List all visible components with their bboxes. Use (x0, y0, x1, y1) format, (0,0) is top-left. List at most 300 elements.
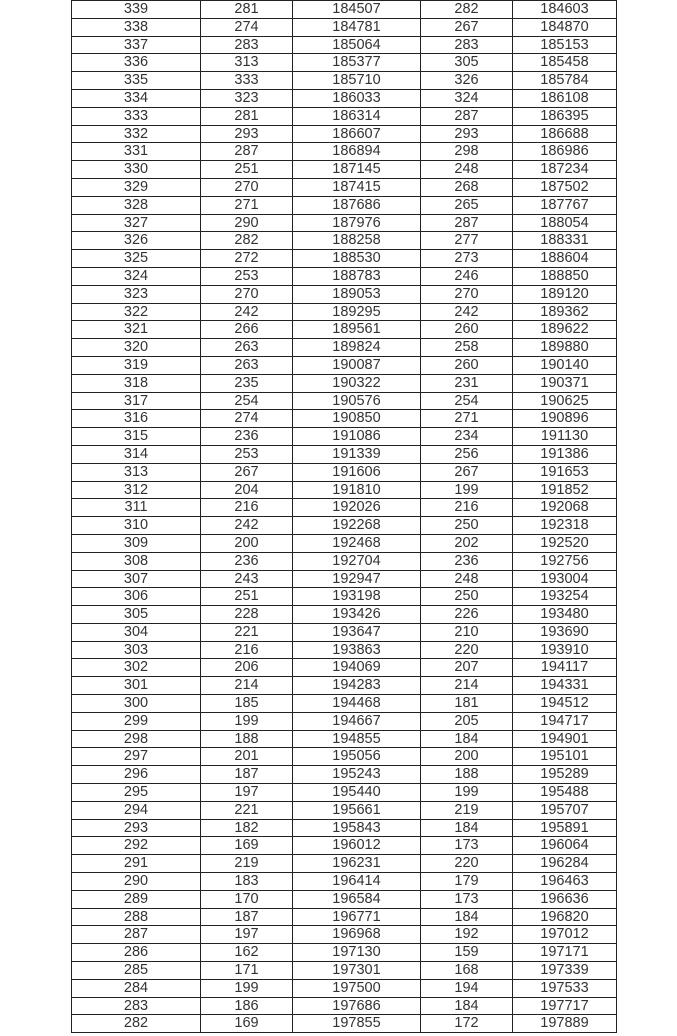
count-a-cell: 253 (201, 445, 293, 463)
count-a-cell: 323 (201, 89, 293, 107)
cumulative-b-cell: 197889 (513, 1015, 617, 1033)
cumulative-a-cell: 197686 (293, 997, 421, 1015)
cumulative-a-cell: 188530 (293, 250, 421, 268)
count-b-cell: 199 (421, 481, 513, 499)
count-a-cell: 281 (201, 107, 293, 125)
score-cell: 288 (72, 908, 201, 926)
cumulative-a-cell: 191086 (293, 428, 421, 446)
score-cell: 287 (72, 926, 201, 944)
score-table (71, 0, 617, 1033)
count-b-cell: 298 (421, 143, 513, 161)
score-cell: 330 (72, 161, 201, 179)
count-a-cell: 266 (201, 321, 293, 339)
count-b-cell: 159 (421, 944, 513, 962)
table-row (72, 89, 617, 107)
cumulative-b-cell: 194717 (513, 712, 617, 730)
cumulative-a-cell: 189053 (293, 285, 421, 303)
cumulative-b-cell: 195101 (513, 748, 617, 766)
score-cell: 290 (72, 873, 201, 891)
count-b-cell: 192 (421, 926, 513, 944)
count-a-cell: 242 (201, 303, 293, 321)
count-a-cell: 282 (201, 232, 293, 250)
table-row (72, 356, 617, 374)
score-cell: 286 (72, 944, 201, 962)
count-b-cell: 234 (421, 428, 513, 446)
cumulative-b-cell: 197533 (513, 979, 617, 997)
score-cell: 329 (72, 178, 201, 196)
cumulative-a-cell: 190087 (293, 356, 421, 374)
cumulative-b-cell: 187234 (513, 161, 617, 179)
count-a-cell: 187 (201, 766, 293, 784)
cumulative-a-cell: 192704 (293, 552, 421, 570)
cumulative-a-cell: 186314 (293, 107, 421, 125)
table-row (72, 428, 617, 446)
cumulative-a-cell: 192947 (293, 570, 421, 588)
table-row (72, 908, 617, 926)
table-row (72, 517, 617, 535)
cumulative-b-cell: 193690 (513, 623, 617, 641)
count-b-cell: 326 (421, 72, 513, 90)
table-row (72, 125, 617, 143)
count-b-cell: 267 (421, 18, 513, 36)
count-a-cell: 254 (201, 392, 293, 410)
count-b-cell: 242 (421, 303, 513, 321)
count-a-cell: 267 (201, 463, 293, 481)
cumulative-a-cell: 195661 (293, 801, 421, 819)
count-b-cell: 293 (421, 125, 513, 143)
table-row (72, 712, 617, 730)
cumulative-b-cell: 195891 (513, 819, 617, 837)
score-cell: 291 (72, 855, 201, 873)
count-a-cell: 270 (201, 178, 293, 196)
table-row (72, 552, 617, 570)
table-row (72, 659, 617, 677)
score-cell: 320 (72, 339, 201, 357)
cumulative-b-cell: 194331 (513, 677, 617, 695)
table-row (72, 267, 617, 285)
count-b-cell: 219 (421, 801, 513, 819)
cumulative-a-cell: 195843 (293, 819, 421, 837)
score-cell: 292 (72, 837, 201, 855)
table-row (72, 784, 617, 802)
count-b-cell: 254 (421, 392, 513, 410)
cumulative-a-cell: 196231 (293, 855, 421, 873)
count-a-cell: 200 (201, 534, 293, 552)
table-row (72, 499, 617, 517)
score-cell: 310 (72, 517, 201, 535)
count-a-cell: 236 (201, 552, 293, 570)
cumulative-b-cell: 196636 (513, 890, 617, 908)
table-row (72, 766, 617, 784)
table-row (72, 445, 617, 463)
table-row (72, 161, 617, 179)
cumulative-b-cell: 192318 (513, 517, 617, 535)
count-b-cell: 287 (421, 107, 513, 125)
count-b-cell: 273 (421, 250, 513, 268)
table-row (72, 926, 617, 944)
score-cell: 313 (72, 463, 201, 481)
count-b-cell: 184 (421, 997, 513, 1015)
cumulative-b-cell: 194901 (513, 730, 617, 748)
cumulative-b-cell: 195488 (513, 784, 617, 802)
table-row (72, 962, 617, 980)
score-cell: 295 (72, 784, 201, 802)
cumulative-b-cell: 197717 (513, 997, 617, 1015)
score-cell: 332 (72, 125, 201, 143)
score-cell: 322 (72, 303, 201, 321)
count-a-cell: 272 (201, 250, 293, 268)
cumulative-b-cell: 195289 (513, 766, 617, 784)
cumulative-a-cell: 188783 (293, 267, 421, 285)
cumulative-b-cell: 193480 (513, 606, 617, 624)
cumulative-a-cell: 185377 (293, 54, 421, 72)
count-b-cell: 200 (421, 748, 513, 766)
cumulative-a-cell: 196012 (293, 837, 421, 855)
count-b-cell: 260 (421, 321, 513, 339)
count-b-cell: 173 (421, 890, 513, 908)
table-row (72, 410, 617, 428)
score-cell: 309 (72, 534, 201, 552)
cumulative-a-cell: 195243 (293, 766, 421, 784)
count-a-cell: 199 (201, 712, 293, 730)
cumulative-b-cell: 196284 (513, 855, 617, 873)
table-row (72, 623, 617, 641)
score-cell: 298 (72, 730, 201, 748)
count-a-cell: 186 (201, 997, 293, 1015)
count-b-cell: 270 (421, 285, 513, 303)
count-b-cell: 216 (421, 499, 513, 517)
cumulative-a-cell: 186607 (293, 125, 421, 143)
cumulative-a-cell: 194468 (293, 695, 421, 713)
count-a-cell: 271 (201, 196, 293, 214)
cumulative-b-cell: 191386 (513, 445, 617, 463)
score-cell: 307 (72, 570, 201, 588)
cumulative-b-cell: 192520 (513, 534, 617, 552)
count-a-cell: 281 (201, 1, 293, 19)
score-cell: 300 (72, 695, 201, 713)
table-row (72, 36, 617, 54)
cumulative-a-cell: 194667 (293, 712, 421, 730)
count-b-cell: 220 (421, 641, 513, 659)
table-row (72, 107, 617, 125)
score-cell: 304 (72, 623, 201, 641)
cumulative-a-cell: 187145 (293, 161, 421, 179)
count-b-cell: 188 (421, 766, 513, 784)
count-b-cell: 248 (421, 570, 513, 588)
count-a-cell: 188 (201, 730, 293, 748)
count-a-cell: 287 (201, 143, 293, 161)
cumulative-a-cell: 184781 (293, 18, 421, 36)
table-row (72, 54, 617, 72)
cumulative-a-cell: 191339 (293, 445, 421, 463)
cumulative-a-cell: 194855 (293, 730, 421, 748)
score-cell: 336 (72, 54, 201, 72)
table-row (72, 143, 617, 161)
count-a-cell: 263 (201, 356, 293, 374)
cumulative-a-cell: 185064 (293, 36, 421, 54)
cumulative-b-cell: 197171 (513, 944, 617, 962)
table-row (72, 392, 617, 410)
cumulative-b-cell: 196463 (513, 873, 617, 891)
cumulative-a-cell: 196584 (293, 890, 421, 908)
count-b-cell: 202 (421, 534, 513, 552)
score-cell: 284 (72, 979, 201, 997)
count-a-cell: 182 (201, 819, 293, 837)
table-row (72, 18, 617, 36)
count-a-cell: 236 (201, 428, 293, 446)
score-cell: 312 (72, 481, 201, 499)
cumulative-a-cell: 193647 (293, 623, 421, 641)
count-b-cell: 220 (421, 855, 513, 873)
table-row (72, 748, 617, 766)
count-a-cell: 219 (201, 855, 293, 873)
score-cell: 339 (72, 1, 201, 19)
cumulative-b-cell: 189880 (513, 339, 617, 357)
table-row (72, 250, 617, 268)
count-b-cell: 199 (421, 784, 513, 802)
table-row (72, 890, 617, 908)
table-row (72, 196, 617, 214)
count-a-cell: 169 (201, 1015, 293, 1033)
cumulative-b-cell: 185153 (513, 36, 617, 54)
count-a-cell: 313 (201, 54, 293, 72)
table-row (72, 837, 617, 855)
cumulative-a-cell: 197301 (293, 962, 421, 980)
cumulative-b-cell: 197339 (513, 962, 617, 980)
score-cell: 299 (72, 712, 201, 730)
cumulative-a-cell: 196968 (293, 926, 421, 944)
cumulative-b-cell: 187502 (513, 178, 617, 196)
cumulative-b-cell: 186688 (513, 125, 617, 143)
count-b-cell: 258 (421, 339, 513, 357)
count-b-cell: 210 (421, 623, 513, 641)
count-a-cell: 185 (201, 695, 293, 713)
cumulative-b-cell: 186395 (513, 107, 617, 125)
cumulative-a-cell: 187415 (293, 178, 421, 196)
score-cell: 283 (72, 997, 201, 1015)
score-cell: 323 (72, 285, 201, 303)
table-row (72, 339, 617, 357)
count-a-cell: 170 (201, 890, 293, 908)
cumulative-a-cell: 197130 (293, 944, 421, 962)
count-b-cell: 181 (421, 695, 513, 713)
count-a-cell: 293 (201, 125, 293, 143)
count-a-cell: 251 (201, 161, 293, 179)
cumulative-b-cell: 192068 (513, 499, 617, 517)
table-row (72, 285, 617, 303)
table-body (72, 1, 617, 1033)
table-row (72, 321, 617, 339)
table-row (72, 588, 617, 606)
score-cell: 314 (72, 445, 201, 463)
score-cell: 305 (72, 606, 201, 624)
count-b-cell: 173 (421, 837, 513, 855)
count-b-cell: 260 (421, 356, 513, 374)
score-cell: 294 (72, 801, 201, 819)
count-b-cell: 172 (421, 1015, 513, 1033)
count-a-cell: 235 (201, 374, 293, 392)
table-row (72, 1015, 617, 1033)
score-cell: 326 (72, 232, 201, 250)
count-b-cell: 231 (421, 374, 513, 392)
table-row (72, 873, 617, 891)
cumulative-b-cell: 185784 (513, 72, 617, 90)
count-b-cell: 194 (421, 979, 513, 997)
cumulative-a-cell: 195056 (293, 748, 421, 766)
cumulative-b-cell: 189622 (513, 321, 617, 339)
score-cell: 321 (72, 321, 201, 339)
count-b-cell: 324 (421, 89, 513, 107)
count-a-cell: 290 (201, 214, 293, 232)
score-cell: 293 (72, 819, 201, 837)
count-a-cell: 214 (201, 677, 293, 695)
table-row (72, 677, 617, 695)
cumulative-b-cell: 192756 (513, 552, 617, 570)
count-a-cell: 216 (201, 641, 293, 659)
cumulative-a-cell: 190850 (293, 410, 421, 428)
score-cell: 315 (72, 428, 201, 446)
score-cell: 327 (72, 214, 201, 232)
cumulative-a-cell: 197500 (293, 979, 421, 997)
score-cell: 338 (72, 18, 201, 36)
cumulative-b-cell: 196064 (513, 837, 617, 855)
cumulative-b-cell: 188331 (513, 232, 617, 250)
cumulative-b-cell: 195707 (513, 801, 617, 819)
cumulative-a-cell: 188258 (293, 232, 421, 250)
cumulative-b-cell: 186108 (513, 89, 617, 107)
score-cell: 337 (72, 36, 201, 54)
cumulative-a-cell: 189295 (293, 303, 421, 321)
count-b-cell: 184 (421, 819, 513, 837)
table-row (72, 801, 617, 819)
cumulative-a-cell: 193198 (293, 588, 421, 606)
table-row (72, 232, 617, 250)
count-a-cell: 204 (201, 481, 293, 499)
cumulative-b-cell: 190896 (513, 410, 617, 428)
score-cell: 308 (72, 552, 201, 570)
cumulative-b-cell: 188850 (513, 267, 617, 285)
table-row (72, 463, 617, 481)
count-b-cell: 214 (421, 677, 513, 695)
score-cell: 333 (72, 107, 201, 125)
count-a-cell: 274 (201, 410, 293, 428)
cumulative-b-cell: 184603 (513, 1, 617, 19)
count-a-cell: 169 (201, 837, 293, 855)
count-b-cell: 283 (421, 36, 513, 54)
count-b-cell: 250 (421, 588, 513, 606)
cumulative-a-cell: 194283 (293, 677, 421, 695)
count-a-cell: 199 (201, 979, 293, 997)
count-b-cell: 205 (421, 712, 513, 730)
cumulative-b-cell: 190140 (513, 356, 617, 374)
cumulative-b-cell: 187767 (513, 196, 617, 214)
score-cell: 301 (72, 677, 201, 695)
score-cell: 316 (72, 410, 201, 428)
count-b-cell: 207 (421, 659, 513, 677)
cumulative-a-cell: 186033 (293, 89, 421, 107)
count-b-cell: 250 (421, 517, 513, 535)
cumulative-b-cell: 184870 (513, 18, 617, 36)
cumulative-b-cell: 194117 (513, 659, 617, 677)
count-b-cell: 226 (421, 606, 513, 624)
cumulative-b-cell: 188604 (513, 250, 617, 268)
cumulative-a-cell: 185710 (293, 72, 421, 90)
cumulative-a-cell: 184507 (293, 1, 421, 19)
cumulative-b-cell: 194512 (513, 695, 617, 713)
table-row (72, 855, 617, 873)
count-b-cell: 282 (421, 1, 513, 19)
table-row (72, 72, 617, 90)
table-row (72, 606, 617, 624)
count-b-cell: 287 (421, 214, 513, 232)
count-a-cell: 221 (201, 623, 293, 641)
cumulative-a-cell: 192026 (293, 499, 421, 517)
count-a-cell: 197 (201, 784, 293, 802)
table-row (72, 570, 617, 588)
cumulative-b-cell: 196820 (513, 908, 617, 926)
count-b-cell: 265 (421, 196, 513, 214)
score-cell: 324 (72, 267, 201, 285)
count-b-cell: 305 (421, 54, 513, 72)
count-a-cell: 243 (201, 570, 293, 588)
cumulative-b-cell: 190371 (513, 374, 617, 392)
count-a-cell: 162 (201, 944, 293, 962)
score-cell: 306 (72, 588, 201, 606)
score-cell: 331 (72, 143, 201, 161)
table-row (72, 997, 617, 1015)
score-cell: 303 (72, 641, 201, 659)
cumulative-a-cell: 195440 (293, 784, 421, 802)
count-b-cell: 184 (421, 730, 513, 748)
cumulative-a-cell: 191810 (293, 481, 421, 499)
count-a-cell: 183 (201, 873, 293, 891)
cumulative-a-cell: 193426 (293, 606, 421, 624)
table-row (72, 481, 617, 499)
table-row (72, 214, 617, 232)
score-cell: 297 (72, 748, 201, 766)
cumulative-b-cell: 186986 (513, 143, 617, 161)
count-b-cell: 268 (421, 178, 513, 196)
score-cell: 335 (72, 72, 201, 90)
cumulative-a-cell: 193863 (293, 641, 421, 659)
cumulative-b-cell: 185458 (513, 54, 617, 72)
count-a-cell: 201 (201, 748, 293, 766)
score-cell: 311 (72, 499, 201, 517)
cumulative-a-cell: 187976 (293, 214, 421, 232)
count-a-cell: 270 (201, 285, 293, 303)
count-b-cell: 246 (421, 267, 513, 285)
count-b-cell: 277 (421, 232, 513, 250)
score-cell: 317 (72, 392, 201, 410)
table-row (72, 374, 617, 392)
cumulative-a-cell: 190322 (293, 374, 421, 392)
count-b-cell: 168 (421, 962, 513, 980)
score-cell: 325 (72, 250, 201, 268)
count-b-cell: 179 (421, 873, 513, 891)
table-row (72, 695, 617, 713)
count-b-cell: 248 (421, 161, 513, 179)
cumulative-b-cell: 188054 (513, 214, 617, 232)
count-a-cell: 333 (201, 72, 293, 90)
cumulative-a-cell: 192268 (293, 517, 421, 535)
table-row (72, 979, 617, 997)
score-cell: 289 (72, 890, 201, 908)
cumulative-b-cell: 189362 (513, 303, 617, 321)
score-cell: 302 (72, 659, 201, 677)
cumulative-b-cell: 190625 (513, 392, 617, 410)
cumulative-a-cell: 189561 (293, 321, 421, 339)
cumulative-b-cell: 193004 (513, 570, 617, 588)
